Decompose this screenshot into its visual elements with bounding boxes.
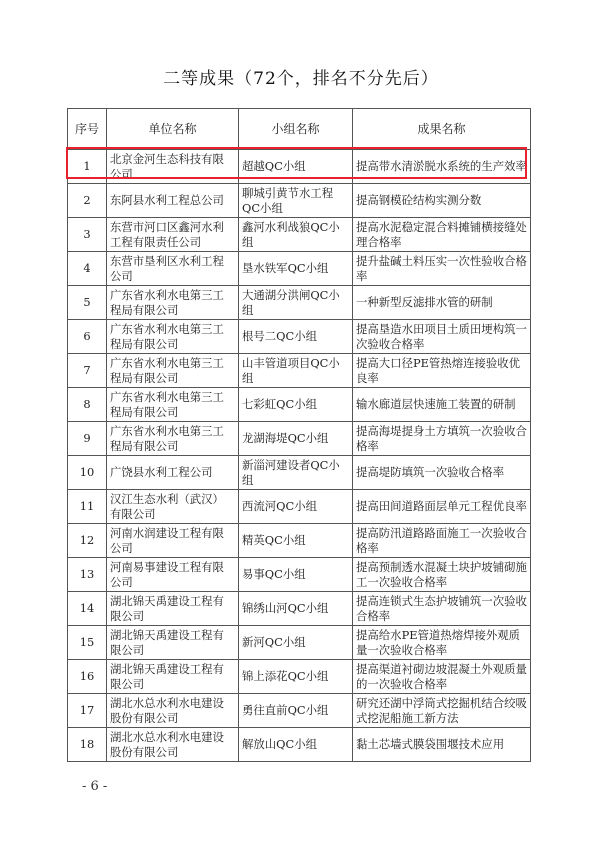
cell-unit: 广东省水利水电第三工程局有限公司 [107, 354, 239, 388]
cell-group: 七彩虹QC小组 [239, 388, 353, 422]
cell-group: 勇往直前QC小组 [239, 694, 353, 728]
cell-result: 提高给水PE管道热熔焊接外观质量一次验收合格率 [353, 626, 531, 660]
cell-unit: 广东省水利水电第三工程局有限公司 [107, 388, 239, 422]
cell-group: 聊城引黄节水工程QC小组 [239, 184, 353, 218]
cell-no: 3 [68, 218, 107, 252]
cell-group: 精英QC小组 [239, 524, 353, 558]
cell-unit: 广东省水利水电第三工程局有限公司 [107, 320, 239, 354]
results-table [67, 108, 531, 762]
table-row [68, 388, 531, 422]
cell-group: 新淄河建设者QC小组 [239, 456, 353, 490]
cell-group: 根号二QC小组 [239, 320, 353, 354]
cell-result: 输水廊道层快速施工装置的研制 [353, 388, 531, 422]
cell-unit: 湖北锦天禹建设工程有限公司 [107, 626, 239, 660]
table-row [68, 150, 531, 184]
cell-result: 提高垦造水田项目土质田埂构筑一次验收合格率 [353, 320, 531, 354]
table-row [68, 354, 531, 388]
cell-no: 5 [68, 286, 107, 320]
header-result: 成果名称 [353, 109, 531, 150]
cell-result: 提高水泥稳定混合料摊铺横接缝处理合格率 [353, 218, 531, 252]
table-row [68, 218, 531, 252]
cell-unit: 广东省水利水电第三工程局有限公司 [107, 286, 239, 320]
cell-group: 山丰管道项目QC小组 [239, 354, 353, 388]
cell-unit: 湖北锦天禹建设工程有限公司 [107, 660, 239, 694]
cell-no: 2 [68, 184, 107, 218]
cell-group: 易事QC小组 [239, 558, 353, 592]
cell-group: 龙湖海堤QC小组 [239, 422, 353, 456]
cell-group: 鑫河水利战狼QC小组 [239, 218, 353, 252]
cell-group: 超越QC小组 [239, 150, 353, 184]
cell-no: 6 [68, 320, 107, 354]
table-row [68, 320, 531, 354]
cell-group: 锦绣山河QC小组 [239, 592, 353, 626]
cell-unit: 广饶县水利工程公司 [107, 456, 239, 490]
cell-result: 研究还湖中浮筒式挖掘机结合绞吸式挖泥船施工新方法 [353, 694, 531, 728]
cell-group: 解放山QC小组 [239, 728, 353, 762]
cell-result: 提高预制透水混凝土块护坡铺砌施工一次验收合格率 [353, 558, 531, 592]
table-row [68, 422, 531, 456]
cell-unit: 北京金河生态科技有限公司 [107, 150, 239, 184]
table-header-row [68, 109, 531, 150]
cell-no: 9 [68, 422, 107, 456]
table-row [68, 694, 531, 728]
table-row [68, 524, 531, 558]
cell-unit: 东营市垦利区水利工程公司 [107, 252, 239, 286]
cell-result: 一种新型反滤排水管的研制 [353, 286, 531, 320]
cell-unit: 东阿县水利工程总公司 [107, 184, 239, 218]
table-row [68, 252, 531, 286]
header-no: 序号 [68, 109, 107, 150]
cell-unit: 湖北水总水利水电建设股份有限公司 [107, 694, 239, 728]
cell-result: 提高防汛道路路面施工一次验收合格率 [353, 524, 531, 558]
cell-no: 14 [68, 592, 107, 626]
cell-result: 提高钢模砼结构实测分数 [353, 184, 531, 218]
cell-group: 西流河QC小组 [239, 490, 353, 524]
cell-group: 垦水铁军QC小组 [239, 252, 353, 286]
table-row [68, 286, 531, 320]
header-group: 小组名称 [239, 109, 353, 150]
cell-no: 17 [68, 694, 107, 728]
cell-no: 7 [68, 354, 107, 388]
cell-no: 10 [68, 456, 107, 490]
cell-no: 4 [68, 252, 107, 286]
cell-result: 黏土芯墙式膜袋围堰技术应用 [353, 728, 531, 762]
cell-result: 提高大口径PE管热熔连接验收优良率 [353, 354, 531, 388]
cell-no: 1 [68, 150, 107, 184]
page-title: 二等成果（72个，排名不分先后） [163, 69, 439, 89]
table-row [68, 558, 531, 592]
cell-group: 大通湖分洪闸QC小组 [239, 286, 353, 320]
cell-result: 提高堤防填筑一次验收合格率 [353, 456, 531, 490]
cell-group: 锦上添花QC小组 [239, 660, 353, 694]
cell-result: 提高连锁式生态护坡铺筑一次验收合格率 [353, 592, 531, 626]
cell-no: 11 [68, 490, 107, 524]
page-number: - 6 - [82, 779, 108, 794]
cell-unit: 河南水润建设工程有限公司 [107, 524, 239, 558]
cell-result: 提高带水清淤脱水系统的生产效率 [353, 150, 531, 184]
cell-unit: 湖北锦天禹建设工程有限公司 [107, 592, 239, 626]
cell-unit: 汉江生态水利（武汉）有限公司 [107, 490, 239, 524]
table-row [68, 490, 531, 524]
cell-result: 提升盐碱土料压实一次性验收合格率 [353, 252, 531, 286]
cell-unit: 广东省水利水电第三工程局有限公司 [107, 422, 239, 456]
cell-unit: 东营市河口区鑫河水利工程有限责任公司 [107, 218, 239, 252]
header-unit: 单位名称 [107, 109, 239, 150]
table-row [68, 728, 531, 762]
table-row [68, 660, 531, 694]
cell-no: 18 [68, 728, 107, 762]
cell-no: 15 [68, 626, 107, 660]
table-row [68, 592, 531, 626]
cell-no: 13 [68, 558, 107, 592]
table-row [68, 626, 531, 660]
table-row [68, 184, 531, 218]
cell-result: 提高田间道路面层单元工程优良率 [353, 490, 531, 524]
cell-no: 8 [68, 388, 107, 422]
cell-unit: 河南易事建设工程有限公司 [107, 558, 239, 592]
cell-result: 提高渠道衬砌边坡混凝土外观质量的一次验收合格率 [353, 660, 531, 694]
table-row [68, 456, 531, 490]
cell-no: 16 [68, 660, 107, 694]
cell-no: 12 [68, 524, 107, 558]
cell-unit: 湖北水总水利水电建设股份有限公司 [107, 728, 239, 762]
cell-group: 新河QC小组 [239, 626, 353, 660]
cell-result: 提高海堤提身土方填筑一次验收合格率 [353, 422, 531, 456]
